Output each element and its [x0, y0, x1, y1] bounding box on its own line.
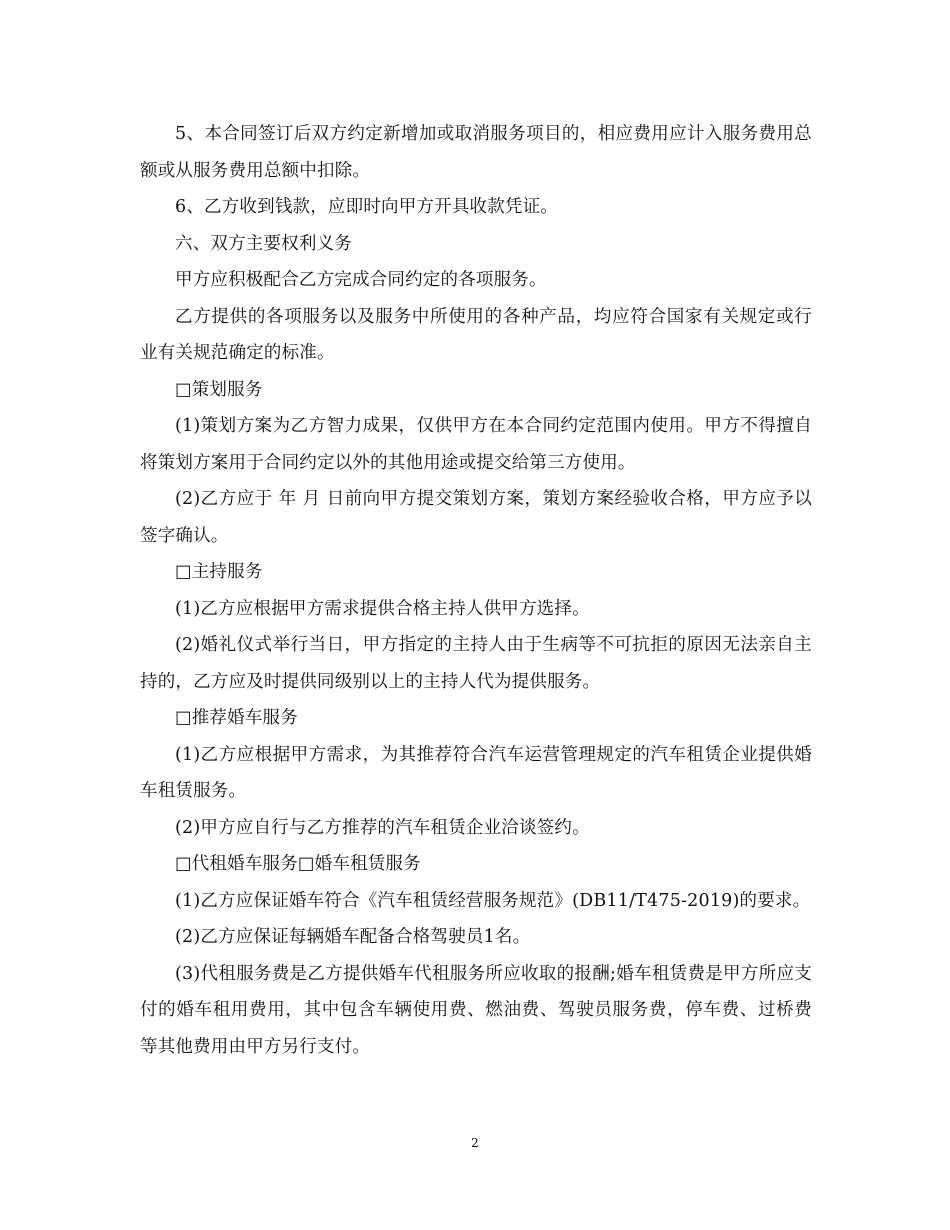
paragraph-fee-adjustment: 5、本合同签订后双方约定新增加或取消服务项目的，相应费用应计入服务费用总额或从服务费用总额中扣除。 — [140, 124, 812, 181]
paragraph-planning-1: (1)策划方案为乙方智力成果，仅供甲方在本合同约定范围内使用。甲方不得擅自将策划方案用于合同约定以外的其他用途或提交给第三方使用。 — [140, 416, 812, 473]
paragraph-party-a-cooperation: 甲方应积极配合乙方完成合同约定的各项服务。 — [175, 270, 547, 290]
paragraph-car-rental-1: (1)乙方应保证婚车符合《汽车租赁经营服务规范》(DB11/T475-2019)的要求。 — [175, 890, 811, 911]
paragraph-planning-2: (2)乙方应于 年 月 日前向甲方提交策划方案，策划方案经验收合格，甲方应予以签字确认。 — [140, 489, 812, 546]
page-number: 2 — [471, 1136, 479, 1150]
paragraph-recommend-car-1: (1)乙方应根据甲方需求，为其推荐符合汽车运营管理规定的汽车租赁企业提供婚车租赁服务。 — [140, 744, 812, 801]
paragraph-recommend-car-2: (2)甲方应自行与乙方推荐的汽车租赁企业洽谈签约。 — [175, 817, 590, 838]
document-body — [140, 116, 812, 1065]
checkbox-car-rental-services: □代租婚车服务□婚车租赁服务 — [175, 854, 421, 874]
section-heading-rights-obligations: 六、双方主要权利义务 — [175, 233, 352, 254]
paragraph-car-rental-2: (2)乙方应保证每辆婚车配备合格驾驶员1名。 — [175, 927, 531, 947]
paragraph-host-2: (2)婚礼仪式举行当日，甲方指定的主持人由于生病等不可抗拒的原因无法亲自主持的，乙方应及时提供同级别以上的主持人代为提供服务。 — [140, 635, 812, 692]
paragraph-host-1: (1)乙方应根据甲方需求提供合格主持人供甲方选择。 — [175, 598, 590, 619]
checkbox-recommend-car-service: □推荐婚车服务 — [175, 708, 298, 728]
paragraph-service-standards: 乙方提供的各项服务以及服务中所使用的各种产品，均应符合国家有关规定或行业有关规范确定的标准。 — [140, 306, 812, 363]
checkbox-host-service: □主持服务 — [175, 562, 263, 582]
paragraph-car-rental-3: (3)代租服务费是乙方提供婚车代租服务所应收取的报酬;婚车租赁费是甲方所应支付的婚车租用费用，其中包含车辆使用费、燃油费、驾驶员服务费，停车费、过桥费等其他费用由甲方另行支付。 — [140, 963, 812, 1057]
paragraph-receipt: 6、乙方收到钱款，应即时向甲方开具收款凭证。 — [175, 197, 559, 217]
checkbox-planning-service: □策划服务 — [175, 379, 263, 400]
